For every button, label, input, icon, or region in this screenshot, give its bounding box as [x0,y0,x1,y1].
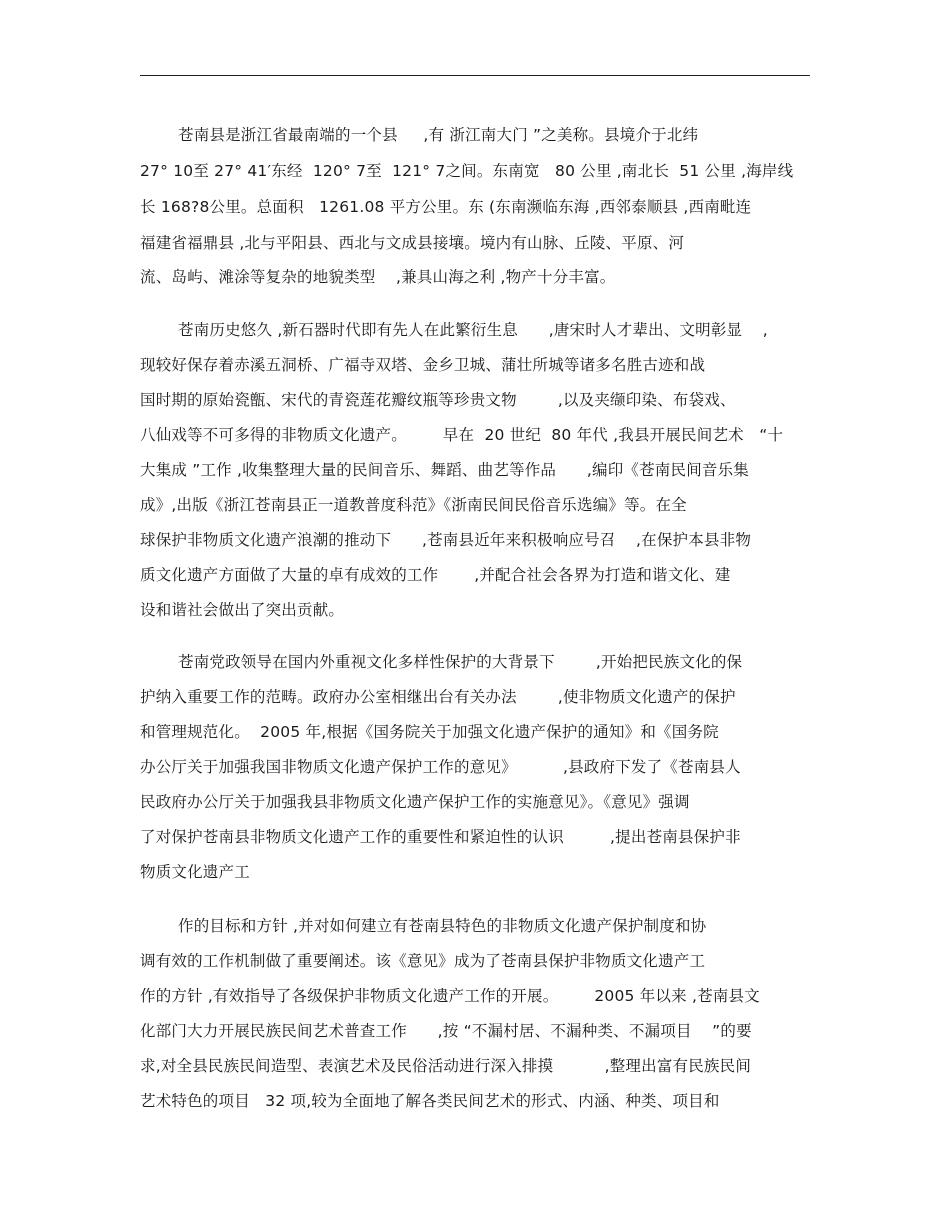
paragraph-4-line-6: 艺术特色的项目 32 项,较为全面地了解各类民间艺术的形式、内涵、种类、项目和 [140,1092,720,1110]
paragraph-3-line-2: 护纳入重要工作的范畴。政府办公室相继出台有关办法 ,使非物质文化遗产的保护 [140,688,736,706]
paragraph-2-line-8: 质文化遗产方面做了大量的卓有成效的工作 ,并配合社会各界为打造和谐文化、建 [140,566,731,584]
paragraph-1-line-4: 福建省福鼎县 ,北与平阳县、西北与文成县接壤。境内有山脉、丘陵、平原、河 [140,234,685,252]
paragraph-2-line-9: 设和谐社会做出了突出贡献。 [140,601,345,619]
paragraph-1-line-5: 流、岛屿、滩涂等复杂的地貌类型 ,兼具山海之利 ,物产十分丰富。 [140,268,616,286]
paragraph-4-line-5: 求,对全县民族民间造型、表演艺术及民俗活动进行深入排摸 ,整理出富有民族民间 [140,1057,752,1075]
paragraph-4-line-4: 化部门大力开展民族民间艺术普查工作 ,按 “不漏村居、不漏种类、不漏项目 ”的要 [140,1022,752,1040]
paragraph-2-line-5: 大集成 ”工作 ,收集整理大量的民间音乐、舞蹈、曲艺等作品 ,编印《苍南民间音乐集 [140,461,750,479]
paragraph-4-line-1: 作的目标和方针 ,并对如何建立有苍南县特色的非物质文化遗产保护制度和协 [178,917,707,935]
paragraph-3-line-7: 物质文化遗产工 [140,863,250,881]
paragraph-1-line-2: 27° 10至 27° 41′东经 120° 7至 121° 7之间。东南宽 80 公里 ,南北长 51 公里 ,海岸线 [140,162,794,180]
paragraph-1-line-1: 苍南县是浙江省最南端的一个县 ,有 浙江南大门 ”之美称。县境介于北纬 [178,126,699,144]
paragraph-3-line-1: 苍南党政领导在国内外重视文化多样性保护的大背景下 ,开始把民族文化的保 [178,653,743,671]
paragraph-3-line-3: 和管理规范化。 2005 年,根据《国务院关于加强文化遗产保护的通知》和《国务院 [140,723,719,741]
paragraph-2-line-2: 现较好保存着赤溪五洞桥、广福寺双塔、金乡卫城、蒲壮所城等诸多名胜古迹和战 [140,356,706,374]
paragraph-3-line-6: 了对保护苍南县非物质文化遗产工作的重要性和紧迫性的认识 ,提出苍南县保护非 [140,828,741,846]
paragraph-2-line-4: 八仙戏等不可多得的非物质文化遗产。 早在 20 世纪 80 年代 ,我县开展民间艺术 “十 [140,426,784,444]
paragraph-3-line-4: 办公厅关于加强我国非物质文化遗产保护工作的意见》 ,县政府下发了《苍南县人 [140,758,741,776]
paragraph-2-line-1: 苍南历史悠久 ,新石器时代即有先人在此繁衍生息 ,唐宋时人才辈出、文明彰显 , [178,321,768,339]
paragraph-3-line-5: 民政府办公厅关于加强我县非物质文化遗产保护工作的实施意见》。《意见》强调 [140,793,690,811]
paragraph-2-line-6: 成》,出版《浙江苍南县正一道教普度科范》《浙南民间民俗音乐选编》等。在全 [140,496,687,514]
paragraph-4-line-3: 作的方针 ,有效指导了各级保护非物质文化遗产工作的开展。 2005 年以来 ,苍南县文 [140,987,760,1005]
paragraph-2-line-3: 国时期的原始瓷甑、宋代的青瓷莲花瓣纹瓶等珍贵文物 ,以及夹缬印染、布袋戏、 [140,391,736,409]
paragraph-1-line-3: 长 168?8公里。总面积 1261.08 平方公里。东 (东南濒临东海 ,西邻泰顺县 ,西南毗连 [140,198,752,216]
paragraph-4-line-2: 调有效的工作机制做了重要阐述。该《意见》成为了苍南县保护非物质文化遗产工 [140,952,706,970]
paragraph-2-line-7: 球保护非物质文化遗产浪潮的推动下 ,苍南县近年来积极响应号召 ,在保护本县非物 [140,531,752,549]
header-rule [140,75,810,76]
